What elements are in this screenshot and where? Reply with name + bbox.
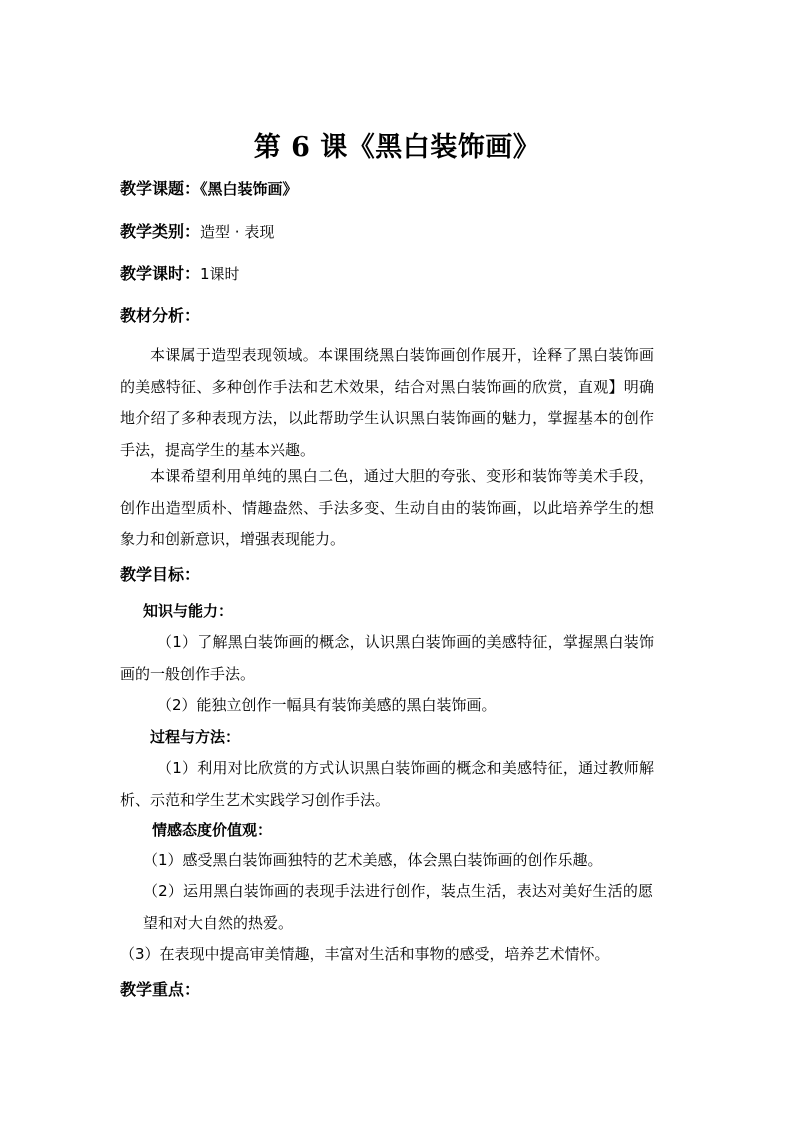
goals-heading-line — [120, 564, 200, 586]
hours-label: 教学课时： — [120, 264, 201, 283]
page-title: 第 6 课《黑白装饰画》 — [253, 132, 541, 163]
topic-label: 教学课题： — [120, 179, 201, 198]
knowledge-heading: 知识与能力： — [143, 602, 234, 620]
hours-value: 1课时 — [200, 265, 240, 283]
analysis-heading-line — [120, 305, 200, 327]
emotion-item-1: （1）感受黑白装饰画独特的艺术美感，体会黑白装饰画的创作乐趣。 — [143, 851, 603, 869]
hours-line — [120, 263, 240, 285]
analysis-paragraph-2: 本课希望利用单纯的黑白二色，通过大胆的夸张、变形和装饰等美术手段，创作出造型质朴、情趣盎然、手法多变、生动自由的装饰画，以此培养学生的想象力和创新意识，增强表现能力。 — [120, 467, 654, 548]
category-line — [120, 221, 274, 243]
process-heading: 过程与方法： — [150, 728, 241, 746]
knowledge-item-2: （2）能独立创作一幅具有装饰美感的黑白装饰画。 — [157, 696, 497, 714]
keypoints-heading: 教学重点： — [120, 980, 201, 999]
goals-heading: 教学目标： — [120, 565, 201, 584]
topic-value: 《黑白装饰画》 — [200, 180, 298, 198]
category-value: 造型 · 表现 — [200, 223, 275, 241]
category-label: 教学类别： — [120, 222, 201, 241]
topic-line — [120, 178, 298, 200]
emotion-item-2: （2）运用黑白装饰画的表现手法进行创作，装点生活，表达对美好生活的愿望和对大自然的热爱。 — [143, 882, 653, 932]
emotion-item-3: （3）在表现中提高审美情趣，丰富对生活和事物的感受，培养艺术情怀。 — [120, 945, 610, 963]
keypoints-heading-line — [120, 979, 200, 1001]
analysis-heading: 教材分析： — [120, 306, 201, 325]
emotion-heading: 情感态度价值观： — [152, 821, 273, 839]
knowledge-item-1: （1）了解黑白装饰画的概念，认识黑白装饰画的美感特征，掌握黑白装饰画的一般创作手法。 — [120, 633, 654, 683]
process-item-1: （1）利用对比欣赏的方式认识黑白装饰画的概念和美感特征，通过教师解析、示范和学生艺术实践学习创作手法。 — [120, 759, 654, 809]
analysis-paragraph-1: 本课属于造型表现领域。本课围绕黑白装饰画创作展开，诠释了黑白装饰画的美感特征、多种创作手法和艺术效果，结合对黑白装饰画的欣赏，直观】明确地介绍了多种表现方法，以此帮助学生认识黑白装饰画的魅力，掌握基本的创作手法，提高学生的基本兴趣。 — [120, 346, 654, 459]
